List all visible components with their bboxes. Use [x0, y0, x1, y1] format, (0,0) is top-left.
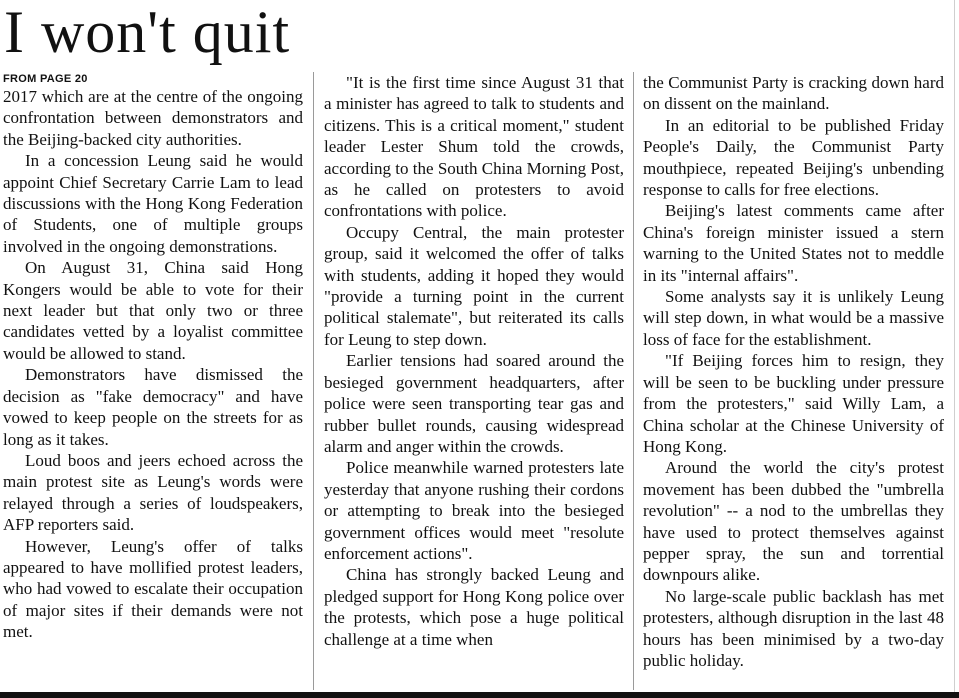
headline: I won't quit: [4, 0, 291, 65]
paragraph: However, Leung's offer of talks appeared to have mollified protest leaders, who had vowed to escalate their occupation of major sites if their demands were not met.: [3, 536, 303, 642]
paragraph: 2017 which are at the centre of the ongoing confrontation between demonstrators and the Beijing-backed city authorities.: [3, 87, 303, 149]
paragraph: China has strongly backed Leung and pledged support for Hong Kong police over the protests, which pose a huge political challenge at a time when: [324, 565, 624, 649]
article-column-2: [324, 72, 624, 698]
paragraph: In an editorial to be published Friday People's Daily, the Communist Party mouthpiece, repeated Beijing's unbending response to calls for free elections.: [643, 115, 944, 200]
paragraph: Occupy Central, the main protester group, said it welcomed the offer of talks with students, adding it hoped they would "provide a turning point in the current political stalemate", but reiterated its calls for Leung to step down.: [324, 222, 624, 349]
page-edge-rule: [954, 0, 955, 698]
column-divider: [313, 72, 314, 690]
article-column-3: [643, 72, 944, 698]
paragraph: Earlier tensions had soared around the besieged government headquarters, after police were seen transporting tear gas and rubber bullet rounds, causing widespread alarm and anger within the crowds.: [324, 351, 624, 456]
paragraph: Loud boos and jeers echoed across the main protest site as Leung's words were relayed through a series of loudspeakers, AFP reporters said.: [3, 450, 303, 535]
article-column-1: [3, 72, 303, 698]
paragraph: "It is the first time since August 31 that a minister has agreed to talk to students and citizens. This is a critical moment," student leader Lester Shum told the crowds, according to the South China Morning Post, as he called on protesters to avoid confrontations with police.: [324, 73, 624, 221]
paragraph: "If Beijing forces him to resign, they will be seen to be buckling under pressure from the protesters," said Willy Lam, a China scholar at the Chinese University of Hong Kong.: [643, 351, 944, 456]
paragraph: the Communist Party is cracking down hard on dissent on the mainland.: [643, 73, 944, 114]
paragraph: In a concession Leung said he would appoint Chief Secretary Carrie Lam to lead discussions with the Hong Kong Federation of Students, one of multiple groups involved in the ongoing demonstrations.: [3, 151, 303, 256]
paragraph: Demonstrators have dismissed the decision as "fake democracy" and have vowed to keep people on the streets for as long as it takes.: [3, 365, 303, 449]
continued-from-label: FROM PAGE 20: [3, 73, 88, 85]
paragraph: Some analysts say it is unlikely Leung will step down, in what would be a massive loss of face for the establishment.: [643, 287, 944, 349]
paragraph: On August 31, China said Hong Kongers would be able to vote for their next leader but that only two or three candidates vetted by a loyalist committee would be allowed to stand.: [3, 258, 303, 363]
paragraph: Police meanwhile warned protesters late yesterday that anyone rushing their cordons or attempting to break into the besieged government offices would meet "resolute enforcement actions".: [324, 458, 624, 563]
paragraph: Around the world the city's protest movement has been dubbed the "umbrella revolution" -- a nod to the umbrellas they have used to protect themselves against pepper spray, the sun and torrential downpours alike.: [643, 458, 944, 585]
bottom-border-bar: [0, 692, 959, 698]
column-divider: [633, 72, 634, 690]
paragraph: No large-scale public backlash has met protesters, although disruption in the last 48 hours has been minimised by a two-day public holiday.: [643, 586, 944, 670]
paragraph: Beijing's latest comments came after China's foreign minister issued a stern warning to the United States not to meddle in its "internal affairs".: [643, 201, 944, 285]
